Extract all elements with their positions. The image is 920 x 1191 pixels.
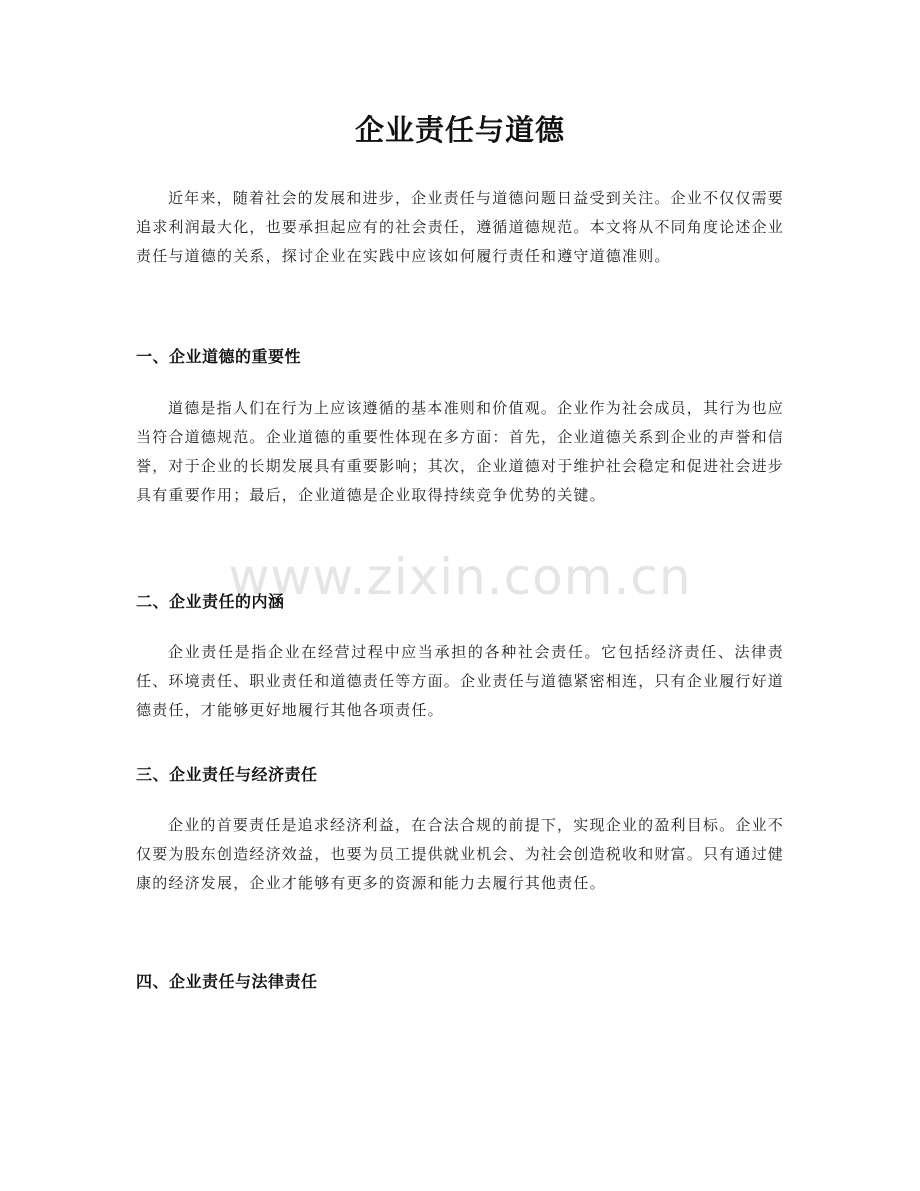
- section-body-2: 企业责任是指企业在经营过程中应当承担的各种社会责任。它包括经济责任、法律责任、环境责任、职业责任和道德责任等方面。企业责任与道德紧密相连，只有企业履行好道德责任，才能够更好地履行其他各项责任。: [136, 643, 785, 719]
- page-title: 企业责任与道德: [354, 113, 565, 147]
- section-heading-2: 二、企业责任的内涵: [136, 592, 285, 611]
- section-heading-4: 四、企业责任与法律责任: [136, 972, 318, 991]
- section-body-1: 道德是指人们在行为上应该遵循的基本准则和价值观。企业作为社会成员，其行为也应当符合道德规范。企业道德的重要性体现在多方面：首先，企业道德关系到企业的声誉和信誉，对于企业的长期发展具有重要影响；其次，企业道德对于维护社会稳定和促进社会进步具有重要作用；最后，企业道德是企业取得持续竞争优势的关键。: [136, 399, 785, 504]
- section-heading-3: 三、企业责任与经济责任: [136, 765, 318, 784]
- section-heading-1: 一、企业道德的重要性: [136, 347, 302, 366]
- section-body-3: 企业的首要责任是追求经济利益，在合法合规的前提下，实现企业的盈利目标。企业不仅要为股东创造经济效益，也要为员工提供就业机会、为社会创造税收和财富。只有通过健康的经济发展，企业才能够有更多的资源和能力去履行其他责任。: [136, 816, 785, 892]
- watermark: www.zixin.com.cn: [228, 548, 692, 606]
- intro-paragraph: 近年来，随着社会的发展和进步，企业责任与道德问题日益受到关注。企业不仅仅需要追求利润最大化，也要承担起应有的社会责任，遵循道德规范。本文将从不同角度论述企业责任与道德的关系，探讨企业在实践中应该如何履行责任和遵守道德准则。: [136, 189, 785, 265]
